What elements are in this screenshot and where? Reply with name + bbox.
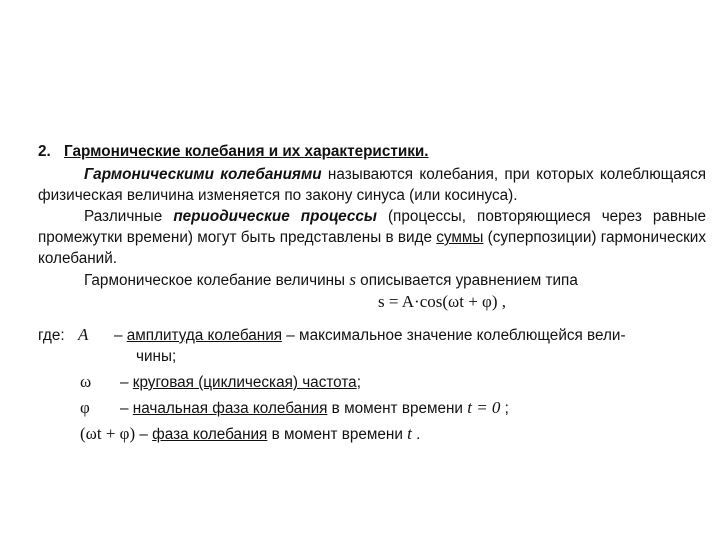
section-title: Гармонические колебания и их характеристики. [64, 143, 429, 160]
link-sums[interactable]: суммы [436, 229, 484, 246]
amplitude-text: – максимальное значение колеблющейся вели- [282, 327, 626, 344]
document-body [38, 141, 706, 445]
link-amplitude[interactable]: амплитуда колебания [126, 327, 283, 344]
condition-t0: t = 0 [467, 398, 501, 417]
symbol-omega: ω [80, 372, 92, 391]
periodic-before: Различные [84, 208, 174, 225]
periodic-after: (суперпозиции) гармонических колебаний. [38, 229, 706, 267]
equation-intro-after: описывается уравнением типа [355, 272, 578, 289]
harmonic-equation: s = A·cos(ωt + φ) , [378, 292, 506, 311]
link-phase[interactable]: фаза колебания [152, 426, 268, 443]
definition-omega: ω – круговая (циклическая) частота; [80, 372, 361, 391]
link-angular-frequency[interactable]: круговая (циклическая) частота [132, 374, 357, 391]
symbol-phi: φ [80, 398, 90, 417]
paragraph-periodic [38, 206, 706, 269]
periodic-middle: (процессы, повторяющиеся через равные промежутки времени) могут быть представлены в виде [38, 208, 707, 246]
definition-amplitude-cont: чины; [136, 348, 177, 365]
where-label: где: [38, 327, 65, 344]
definition-amplitude: где: A – амплитуда колебания – максимальное значение колеблющейся вели- [38, 325, 626, 344]
term-harmonic-oscillations: Гармоническими колебаниями [84, 166, 322, 183]
paragraph-equation-intro [38, 269, 706, 291]
term-periodic-processes: периодические процессы [173, 208, 377, 225]
definition-phi: φ – начальная фаза колебания в момент времени t = 0 ; [80, 398, 509, 417]
link-initial-phase[interactable]: начальная фаза колебания [132, 400, 328, 417]
paragraph-definition [38, 164, 706, 206]
section-heading [38, 141, 706, 162]
equation-intro-before: Гармоническое колебание величины [84, 272, 350, 289]
definition-phase: (ωt + φ) – фаза колебания в момент времени t . [80, 424, 421, 443]
variable-t: t [407, 424, 412, 443]
symbol-phase: (ωt + φ) [80, 424, 136, 443]
definition-text: называются колебания, при которых колеблющаяся физическая величина изменяется по закону синуса (или косинуса). [38, 166, 706, 204]
variable-s: s [349, 270, 356, 289]
section-number: 2. [38, 143, 51, 160]
symbol-amplitude: A [78, 325, 89, 344]
